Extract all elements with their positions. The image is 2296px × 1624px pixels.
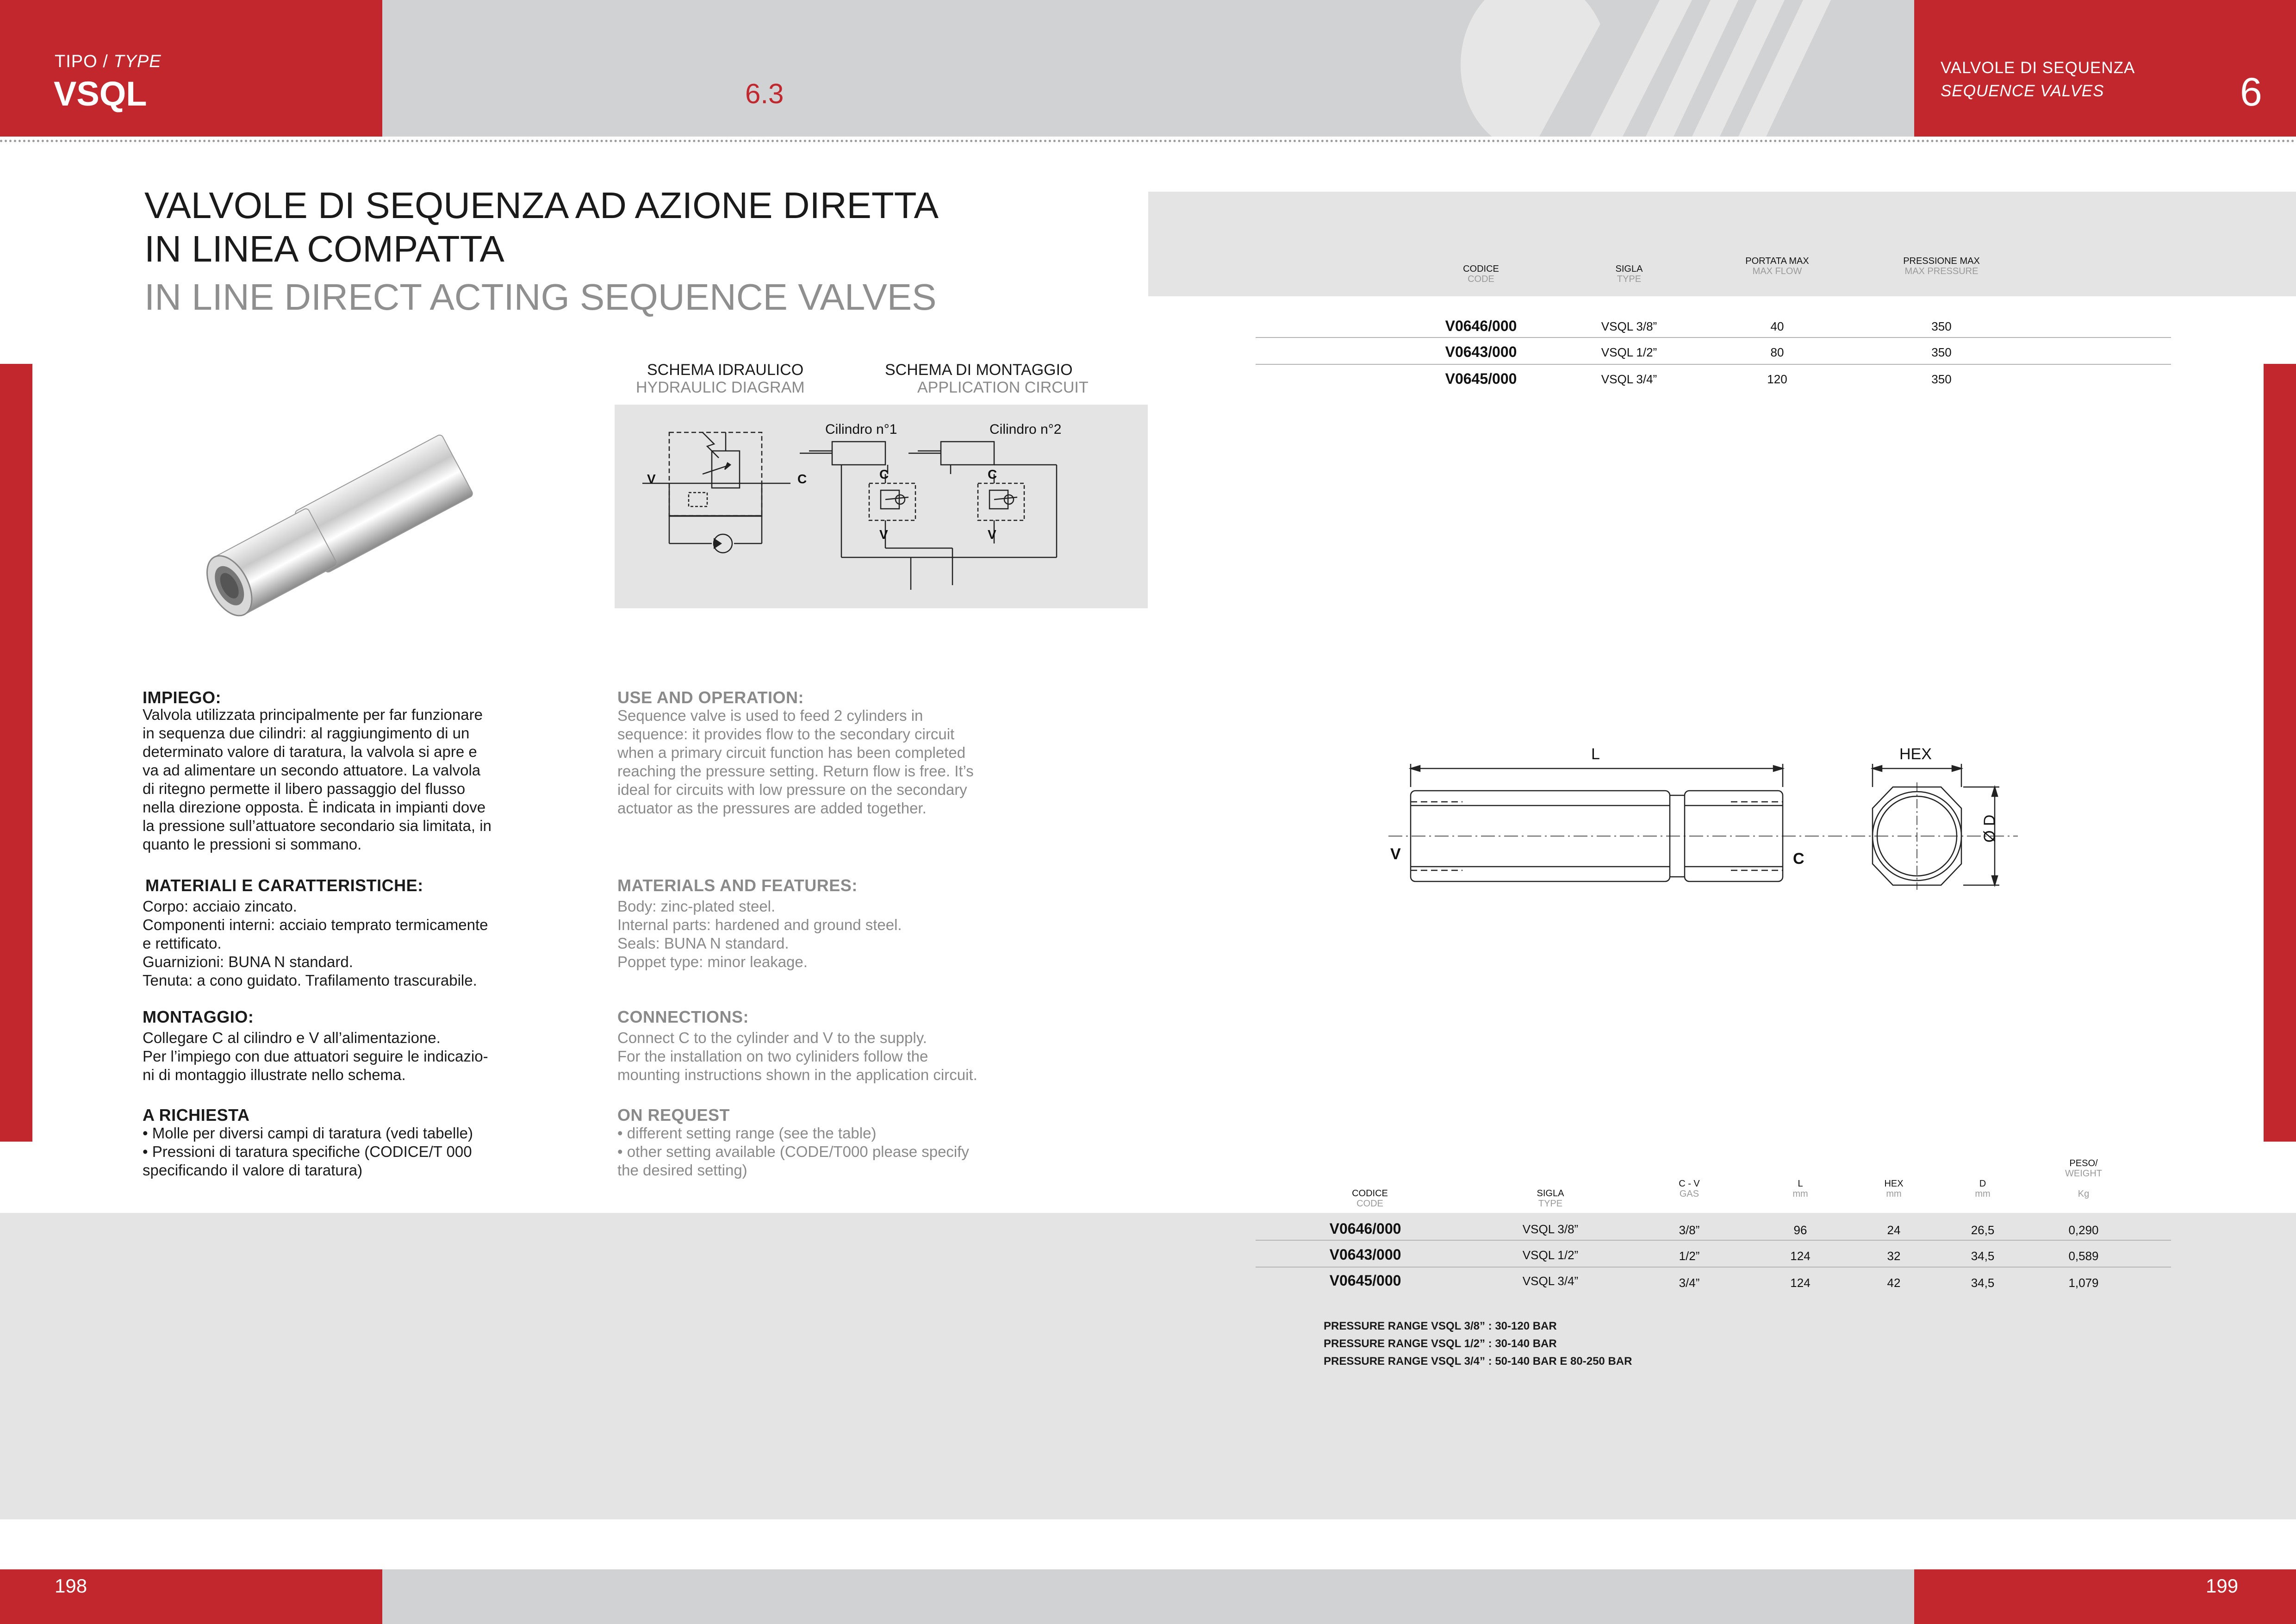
t2-type: VSQL 1/2” [1522, 1248, 1579, 1262]
t1-pressure: 350 [1931, 372, 1952, 386]
header-center-band [382, 0, 1914, 137]
title-english: IN LINE DIRECT ACTING SEQUENCE VALVES [144, 276, 937, 318]
t1-flow: 40 [1770, 319, 1784, 333]
t2-header-type: SIGLA TYPE [1537, 1188, 1564, 1209]
t2-thread: 3/4” [1679, 1276, 1700, 1290]
decorative-stripes [382, 0, 1914, 137]
t1-type: VSQL 3/8” [1601, 319, 1657, 333]
t2-type: VSQL 3/4” [1522, 1274, 1579, 1288]
t2-hex: 42 [1887, 1276, 1901, 1290]
top-right-grey-panel [1148, 192, 2296, 296]
t1-header-max-flow: PORTATA MAX MAX FLOW [1745, 256, 1809, 276]
richiesta-title: A RICHIESTA [143, 1106, 250, 1124]
materials-title: MATERIALS AND FEATURES: [617, 876, 858, 895]
t1-type: VSQL 3/4” [1601, 372, 1657, 386]
materials-text: Body: zinc-plated steel. Internal parts: hardened and ground steel. Seals: BUNA N standard. Poppet type: minor leakage. [617, 898, 902, 970]
dim-port-c: C [1793, 850, 1804, 868]
montaggio-title: MONTAGGIO: [143, 1007, 254, 1026]
model-code: VSQL [54, 75, 147, 113]
impiego-text: Valvola utilizzata principalmente per far funzionare in sequenza due cilindri: al raggiungimento di un determinato valore di taratura, la valvola si apre e va ad alimentare un secondo attuatore. La valvola di ritegno permette il libero passaggio del flusso nella direzione opposta. È indicata in impianti dove la pressione sull’attuatore secondario sia limitata, in quanto le pressioni si sommano. [143, 706, 492, 853]
t2-header-code: CODICE CODE [1352, 1188, 1388, 1209]
use-title: USE AND OPERATION: [617, 688, 804, 707]
bottom-grey-band [0, 1213, 2296, 1519]
t1-flow: 120 [1767, 372, 1787, 386]
t2-header-d: D mm [1975, 1179, 1991, 1199]
pressure-range-list [1324, 1318, 1632, 1370]
t2-d: 34,5 [1971, 1249, 1995, 1263]
dim-label-hex: HEX [1899, 745, 1932, 763]
hydraulic-port-c: C [797, 472, 807, 486]
montaggio-text: Collegare C al cilindro e V all’alimentazione. Per l’impiego con due attuatori seguire le indicazio- ni di montaggio illustrate nello schema. [143, 1029, 488, 1083]
request-text: • different setting range (see the table) • other setting available (CODE/T000 please specify the desired setting) [617, 1124, 969, 1179]
t1-code: V0643/000 [1445, 344, 1517, 360]
t1-header-type: SIGLA TYPE [1615, 264, 1643, 284]
application-circuit-subtitle: APPLICATION CIRCUIT [917, 379, 1089, 396]
t2-l: 124 [1790, 1249, 1811, 1263]
dimension-drawing [1370, 736, 2018, 907]
hydraulic-diagram-subtitle: HYDRAULIC DIAGRAM [636, 379, 805, 396]
table1-divider [1256, 364, 2171, 365]
category-it: VALVOLE DI SEQUENZA [1941, 59, 2135, 77]
footer-center-band [382, 1569, 1914, 1624]
request-title: ON REQUEST [617, 1106, 730, 1124]
hydraulic-schematics [615, 405, 1148, 608]
t2-l: 96 [1793, 1223, 1807, 1237]
t2-header-hex: HEX mm [1884, 1179, 1904, 1199]
t2-weight: 0,290 [2068, 1223, 2099, 1237]
t2-d: 34,5 [1971, 1276, 1995, 1290]
title-line-2: IN LINEA COMPATTA [144, 228, 504, 269]
table1-divider [1256, 337, 2171, 338]
t1-pressure: 350 [1931, 345, 1952, 359]
title-line-1: VALVOLE DI SEQUENZA AD AZIONE DIRETTA [144, 185, 939, 226]
t1-code: V0645/000 [1445, 370, 1517, 387]
t2-header-weight: PESO/ WEIGHT Kg [2065, 1158, 2102, 1199]
section-number: 6.3 [745, 78, 784, 109]
chapter-number: 6 [2240, 70, 2262, 114]
pressure-range-item: PRESSURE RANGE VSQL 1/2” : 30-140 BAR [1324, 1337, 1557, 1350]
dim-label-d: Ø D [1981, 814, 1998, 843]
dim-port-v: V [1390, 845, 1401, 863]
hydraulic-diagram-title: SCHEMA IDRAULICO [647, 361, 804, 379]
impiego-title: IMPIEGO: [143, 688, 222, 707]
connections-title: CONNECTIONS: [617, 1007, 749, 1026]
pressure-range-item: PRESSURE RANGE VSQL 3/8” : 30-120 BAR [1324, 1320, 1557, 1332]
t2-code: V0646/000 [1329, 1220, 1401, 1237]
table2-divider [1256, 1240, 2171, 1241]
t2-hex: 32 [1887, 1249, 1901, 1263]
page-number-right: 199 [2206, 1575, 2239, 1597]
type-label: TIPO / TYPE [55, 52, 162, 71]
table2-divider [1256, 1267, 2171, 1268]
page-number-left: 198 [55, 1575, 87, 1597]
t1-flow: 80 [1770, 345, 1784, 359]
t2-d: 26,5 [1971, 1223, 1995, 1237]
t1-header-code: CODICE CODE [1463, 264, 1499, 284]
cylinder-1-label: Cilindro n°1 [825, 422, 897, 437]
hydraulic-port-v: V [647, 472, 656, 486]
t2-weight: 0,589 [2068, 1249, 2099, 1263]
t2-code: V0645/000 [1329, 1272, 1401, 1289]
t2-weight: 1,079 [2068, 1276, 2099, 1290]
t2-code: V0643/000 [1329, 1246, 1401, 1263]
circuit1-port-v: V [879, 527, 888, 542]
t2-hex: 24 [1887, 1223, 1901, 1237]
header-dotted-rule [0, 140, 2296, 142]
t1-type: VSQL 1/2” [1601, 345, 1657, 359]
t2-thread: 1/2” [1679, 1249, 1700, 1263]
pressure-range-item: PRESSURE RANGE VSQL 3/4” : 50-140 BAR E 80-250 BAR [1324, 1355, 1632, 1368]
t2-l: 124 [1790, 1276, 1811, 1290]
connections-text: Connect C to the cylinder and V to the supply. For the installation on two cyliniders follow the mounting instructions shown in the application circuit. [617, 1029, 977, 1083]
t2-header-thread: C - V GAS [1679, 1179, 1700, 1199]
t2-thread: 3/8” [1679, 1223, 1700, 1237]
cylinder-2-label: Cilindro n°2 [989, 422, 1062, 437]
use-text: Sequence valve is used to feed 2 cylinders in sequence: it provides flow to the secondary circuit when a primary circuit function has been completed reaching the pressure setting. Return flow is free. It’s ideal for circuits with low pressure on the secondary actuator as the pressures are added together. [617, 707, 974, 817]
t1-pressure: 350 [1931, 319, 1952, 333]
materiali-title: MATERIALI E CARATTERISTICHE: [145, 876, 423, 895]
circuit2-port-c: C [988, 467, 997, 481]
valve-product-image [185, 407, 509, 639]
t1-header-max-pressure: PRESSIONE MAX MAX PRESSURE [1903, 256, 1980, 276]
circuit2-port-v: V [988, 527, 996, 542]
materiali-text: Corpo: acciaio zincato. Componenti interni: acciaio temprato termicamente e rettificato. Guarnizioni: BUNA N standard. Tenuta: a cono guidato. Trafilamento trascurabile. [143, 898, 488, 989]
application-circuit-title: SCHEMA DI MONTAGGIO [885, 361, 1073, 379]
t1-code: V0646/000 [1445, 318, 1517, 334]
t2-header-l: L mm [1792, 1179, 1808, 1199]
circuit1-port-c: C [879, 467, 889, 481]
footer-right-block [1914, 1569, 2296, 1624]
richiesta-text: • Molle per diversi campi di taratura (vedi tabelle) • Pressioni di taratura specifiche (CODICE/T 000 specificando il valore di taratura) [143, 1124, 473, 1179]
dim-label-l: L [1591, 745, 1600, 763]
t2-type: VSQL 3/8” [1522, 1222, 1579, 1236]
right-edge-accent [2264, 364, 2296, 1142]
diagrams-panel [615, 405, 1148, 608]
category-en: SEQUENCE VALVES [1941, 82, 2104, 100]
left-edge-accent [0, 364, 32, 1142]
